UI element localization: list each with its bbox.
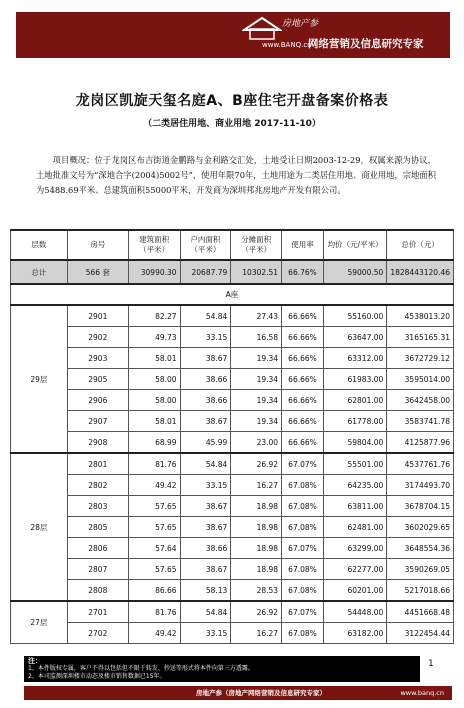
header-org: 网络营销及信息研究专家 <box>308 38 424 50</box>
area-cell: 57.65 <box>128 496 180 517</box>
floor-label: 28层 <box>11 453 68 601</box>
shared-area-cell: 27.43 <box>231 305 282 327</box>
header-shared-area: 分摊面积（平米） <box>231 230 282 260</box>
unit-price-cell: 62277.00 <box>323 559 386 580</box>
header-brand: 房地产参 <box>282 19 319 29</box>
unit-price-cell: 63299.00 <box>323 538 386 559</box>
usage-rate-cell: 67.07% <box>282 538 324 559</box>
usage-rate-cell: 66.66% <box>282 390 324 411</box>
inner-area-cell: 33.15 <box>180 475 231 496</box>
unit-price-cell: 63182.00 <box>323 623 386 644</box>
area-cell: 68.99 <box>128 432 180 454</box>
room-number: 2902 <box>67 327 128 348</box>
inner-area-cell: 38.67 <box>180 411 231 432</box>
unit-price-cell: 61983.00 <box>323 369 386 390</box>
total-area: 30990.30 <box>128 260 180 284</box>
room-number: 2702 <box>67 623 128 644</box>
usage-rate-cell: 67.08% <box>282 496 324 517</box>
unit-price-cell: 61778.00 <box>323 411 386 432</box>
table-row <box>11 623 454 644</box>
area-cell: 58.00 <box>128 369 180 390</box>
area-cell: 49.42 <box>128 623 180 644</box>
room-number: 2908 <box>67 432 128 454</box>
total-label: 总计 <box>11 260 68 284</box>
usage-rate-cell: 67.08% <box>282 475 324 496</box>
shared-area-cell: 19.34 <box>231 348 282 369</box>
inner-area-cell: 54.84 <box>180 305 231 327</box>
usage-rate-cell: 66.66% <box>282 327 324 348</box>
unit-price-cell: 62801.00 <box>323 390 386 411</box>
inner-area-cell: 33.15 <box>180 623 231 644</box>
unit-price-cell: 63811.00 <box>323 496 386 517</box>
room-number: 2801 <box>67 453 128 475</box>
page-number: 1 <box>428 659 434 669</box>
inner-area-cell: 38.67 <box>180 559 231 580</box>
area-cell: 58.01 <box>128 411 180 432</box>
inner-area-cell: 54.84 <box>180 601 231 623</box>
table-row <box>11 453 454 475</box>
usage-rate-cell: 66.66% <box>282 411 324 432</box>
table-row <box>11 411 454 432</box>
total-price-cell: 3590269.05 <box>387 559 454 580</box>
table-row <box>11 369 454 390</box>
footer-text: 房地产参（房地产网络营销及信息研究专家） <box>196 689 326 697</box>
usage-rate-cell: 67.08% <box>282 623 324 644</box>
total-price-cell: 4537761.76 <box>387 453 454 475</box>
floor-label: 27层 <box>11 601 68 644</box>
header-inner-area: 户内面积（平米） <box>180 230 231 260</box>
usage-rate-cell: 67.08% <box>282 517 324 538</box>
footer-banner <box>24 686 452 700</box>
usage-rate-cell: 66.66% <box>282 348 324 369</box>
area-cell: 82.27 <box>128 305 180 327</box>
table-row <box>11 305 454 327</box>
unit-price-cell: 62481.00 <box>323 517 386 538</box>
shared-area-cell: 16.27 <box>231 623 282 644</box>
room-number: 2905 <box>67 369 128 390</box>
table-row <box>11 496 454 517</box>
header-usage-rate: 使用率 <box>282 230 324 260</box>
room-number: 2803 <box>67 496 128 517</box>
total-price-cell: 3165165.31 <box>387 327 454 348</box>
unit-price-cell: 63312.00 <box>323 348 386 369</box>
total-rooms: 566 套 <box>67 260 128 284</box>
total-price-cell: 3595014.00 <box>387 369 454 390</box>
usage-rate-cell: 67.07% <box>282 601 324 623</box>
total-shared-area: 10302.51 <box>231 260 282 284</box>
total-price-cell: 5217018.66 <box>387 580 454 602</box>
header-total-price: 总价（元） <box>387 230 454 260</box>
inner-area-cell: 45.99 <box>180 432 231 454</box>
shared-area-cell: 16.58 <box>231 327 282 348</box>
unit-price-cell: 59804.00 <box>323 432 386 454</box>
notes-label: 注： <box>28 657 42 665</box>
total-total-price: 1828443120.46 <box>387 260 454 284</box>
footer-notes <box>24 656 420 682</box>
shared-area-cell: 28.53 <box>231 580 282 602</box>
room-number: 2806 <box>67 538 128 559</box>
table-row <box>11 390 454 411</box>
area-cell: 58.00 <box>128 390 180 411</box>
note-item: 1、本件版权专属，客户不得以包括但不限于转发、抄送等形式将本件向第三方透露。 <box>28 665 254 672</box>
table-row <box>11 538 454 559</box>
total-price-cell: 3583741.78 <box>387 411 454 432</box>
inner-area-cell: 38.67 <box>180 348 231 369</box>
inner-area-cell: 38.67 <box>180 517 231 538</box>
total-price-cell: 4538013.20 <box>387 305 454 327</box>
unit-price-cell: 64235.00 <box>323 475 386 496</box>
header-floor: 层数 <box>11 230 68 260</box>
usage-rate-cell: 67.07% <box>282 453 324 475</box>
table-row <box>11 475 454 496</box>
unit-price-cell: 55160.00 <box>323 305 386 327</box>
header-area: 建筑面积（平米） <box>128 230 180 260</box>
area-cell: 86.66 <box>128 580 180 602</box>
shared-area-cell: 23.00 <box>231 432 282 454</box>
shared-area-cell: 18.98 <box>231 517 282 538</box>
page-subtitle: （二类居住用地、商业用地 2017-11-10） <box>143 119 321 129</box>
total-price-cell: 4125877.96 <box>387 432 454 454</box>
price-table <box>10 229 454 644</box>
shared-area-cell: 26.92 <box>231 601 282 623</box>
room-number: 2802 <box>67 475 128 496</box>
inner-area-cell: 38.67 <box>180 496 231 517</box>
total-price-cell: 4451668.48 <box>387 601 454 623</box>
area-cell: 57.65 <box>128 559 180 580</box>
total-price-cell: 3642458.00 <box>387 390 454 411</box>
total-price-cell: 3678704.15 <box>387 496 454 517</box>
area-cell: 58.01 <box>128 348 180 369</box>
total-price-cell: 3648554.36 <box>387 538 454 559</box>
total-price-cell: 3602029.65 <box>387 517 454 538</box>
total-unit-price: 59000.50 <box>323 260 386 284</box>
shared-area-cell: 19.34 <box>231 369 282 390</box>
area-cell: 57.65 <box>128 517 180 538</box>
footer-url: www.banq.cn <box>400 689 444 697</box>
total-price-cell: 3122454.44 <box>387 623 454 644</box>
unit-price-cell: 63647.00 <box>323 327 386 348</box>
room-number: 2808 <box>67 580 128 602</box>
room-number: 2807 <box>67 559 128 580</box>
usage-rate-cell: 67.08% <box>282 559 324 580</box>
inner-area-cell: 54.84 <box>180 453 231 475</box>
shared-area-cell: 16.27 <box>231 475 282 496</box>
header-room: 房号 <box>67 230 128 260</box>
section-row <box>11 284 454 305</box>
room-number: 2805 <box>67 517 128 538</box>
table-row <box>11 348 454 369</box>
total-inner-area: 20687.79 <box>180 260 231 284</box>
header-banner <box>16 12 450 58</box>
header-url: www.BANQ.cn <box>262 41 312 49</box>
floor-label: 29层 <box>11 305 68 453</box>
unit-price-cell: 60201.00 <box>323 580 386 602</box>
table-row <box>11 580 454 602</box>
project-summary: 项目概况：位于龙岗区布吉街道金鹏路与金利路交汇处，土地受让日期2003-12-29，权属来源为协议，土地批准文号为“深地合字(2004)5002号”，使用年限70年，土地用途为二类居住用地、商业用地，宗地面积为5488.69平米、总建筑面积55000平米，开发商为深圳邦兆房地产开发有限公司。 <box>36 155 436 195</box>
inner-area-cell: 38.66 <box>180 369 231 390</box>
unit-price-cell: 55501.00 <box>323 453 386 475</box>
inner-area-cell: 38.66 <box>180 538 231 559</box>
area-cell: 49.73 <box>128 327 180 348</box>
area-cell: 81.76 <box>128 601 180 623</box>
shared-area-cell: 19.34 <box>231 390 282 411</box>
inner-area-cell: 38.66 <box>180 390 231 411</box>
inner-area-cell: 33.15 <box>180 327 231 348</box>
table-row <box>11 517 454 538</box>
header-unit-price: 均价（元/平米） <box>323 230 386 260</box>
area-cell: 49.42 <box>128 475 180 496</box>
house-logo-icon <box>242 16 282 40</box>
table-row <box>11 559 454 580</box>
shared-area-cell: 19.34 <box>231 411 282 432</box>
shared-area-cell: 26.92 <box>231 453 282 475</box>
total-row <box>11 260 454 284</box>
room-number: 2906 <box>67 390 128 411</box>
table-header-row <box>11 230 454 260</box>
total-usage-rate: 66.76% <box>282 260 324 284</box>
area-cell: 57.64 <box>128 538 180 559</box>
area-cell: 81.76 <box>128 453 180 475</box>
table-row <box>11 432 454 454</box>
section-label: A座 <box>11 284 454 305</box>
room-number: 2901 <box>67 305 128 327</box>
room-number: 2701 <box>67 601 128 623</box>
total-price-cell: 3672729.12 <box>387 348 454 369</box>
inner-area-cell: 58.13 <box>180 580 231 602</box>
usage-rate-cell: 66.66% <box>282 369 324 390</box>
room-number: 2907 <box>67 411 128 432</box>
usage-rate-cell: 66.66% <box>282 305 324 327</box>
note-item: 2、本司监测深圳楼市动态及楼市销售数据已15年。 <box>28 673 166 680</box>
usage-rate-cell: 66.66% <box>282 432 324 454</box>
shared-area-cell: 18.98 <box>231 538 282 559</box>
page-title: 龙岗区凯旋天玺名庭A、B座住宅开盘备案价格表 <box>75 93 389 109</box>
table-row <box>11 601 454 623</box>
usage-rate-cell: 67.08% <box>282 580 324 602</box>
table-row <box>11 327 454 348</box>
unit-price-cell: 54448.00 <box>323 601 386 623</box>
room-number: 2903 <box>67 348 128 369</box>
shared-area-cell: 18.98 <box>231 496 282 517</box>
shared-area-cell: 18.98 <box>231 559 282 580</box>
total-price-cell: 3174493.70 <box>387 475 454 496</box>
